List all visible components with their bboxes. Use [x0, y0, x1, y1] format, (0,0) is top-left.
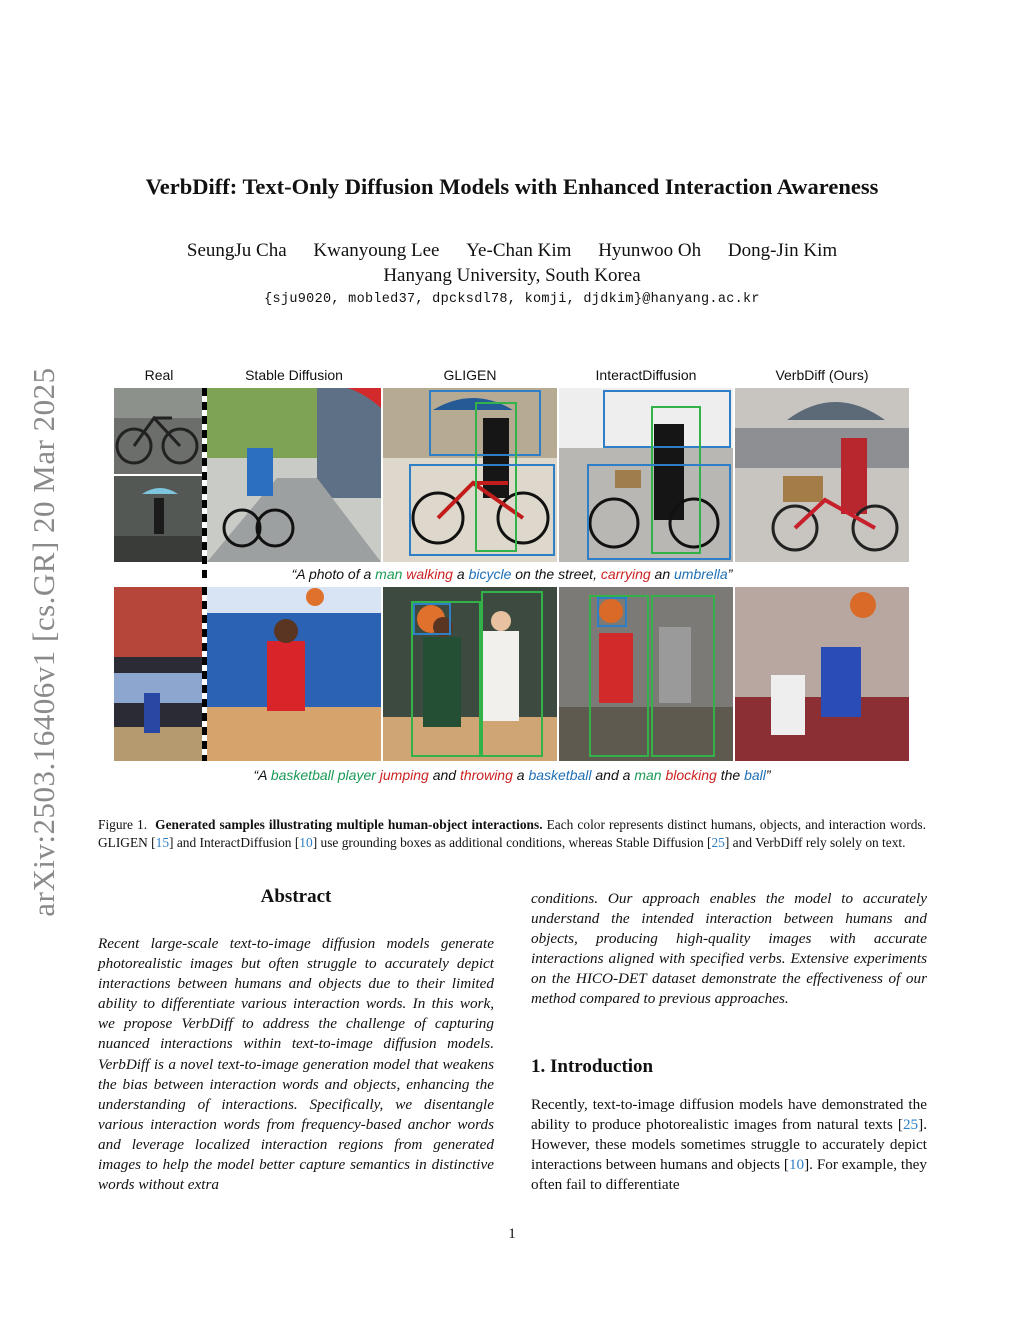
- prompt-caption-2: “A basketball player jumping and throwing a basketball and a man blocking the ball”: [253, 767, 771, 783]
- grounding-box: [481, 591, 543, 757]
- introduction-heading: 1. Introduction: [531, 1056, 654, 1077]
- author-name: SeungJu Cha: [186, 240, 287, 261]
- abstract-text-right: conditions. Our approach enables the model to accurately understand the intended interaction between humans and objects, producing high-quality images with accurate interactions aligned with specified verbs. Extensive experiments on the HICO-DET dataset demonstrate the effectiveness of our method compared to previous approaches.: [531, 890, 927, 1008]
- abstract-text-left: Recent large-scale text-to-image diffusion models generate photorealistic images but often struggle to accurately depict interactions between humans and objects due to their limited ability to differentiate various interaction words. In this work, we propose VerbDiff to address the challenge of capturing nuanced interactions within text-to-image diffusion models. VerbDiff is a novel text-to-image generation model that weakens the bias between interaction words and objects, enhancing the understanding of interactions. Specifically, we disentangle various interaction words from frequency-based anchor words and leverage localized interaction regions from generated images to help the model better capture semantics in distinctive words without extra: [98, 935, 494, 1194]
- gligen-bicycle-image: [383, 388, 557, 562]
- figure-caption: Figure 1. Generated samples illustrating multiple human-object interactions. Each color represents distinct humans, objects, and interaction words. GLIGEN [15] and InteractDiffusion [10] use grounding boxes as additional conditions, whereas Stable Diffusion [25] and VerbDiff rely solely on text.: [98, 817, 926, 850]
- verbdiff-basketball-image: [735, 587, 909, 761]
- column-header-stable-diffusion: Stable Diffusion: [245, 367, 343, 383]
- abstract-heading: Abstract: [260, 886, 332, 907]
- grounding-box: [587, 464, 731, 560]
- real-umbrella-image: [114, 476, 202, 562]
- stable-diffusion-basketball-image: [207, 587, 381, 761]
- author-name: Hyunwoo Oh: [598, 240, 702, 261]
- citation-link[interactable]: 10: [788, 1156, 805, 1174]
- author-emails: {sju9020, mobled37, dpcksdl78, komji, djdkim}@hanyang.ac.kr: [264, 292, 760, 307]
- stable-diffusion-bicycle-image: [207, 388, 381, 562]
- verbdiff-bicycle-image: [735, 388, 909, 562]
- citation-link[interactable]: 10: [299, 835, 313, 850]
- introduction-text: Recently, text-to-image diffusion models have demonstrated the ability to produce photorealistic images from natural texts [25]. However, these models sometimes struggle to accurately depict interactions between humans and objects [10]. For example, they often fail to differentiate: [531, 1096, 928, 1194]
- column-header-interactdiffusion: InteractDiffusion: [595, 367, 697, 383]
- author-name: Dong-Jin Kim: [727, 240, 838, 261]
- prompt-caption-1: “A photo of a man walking a bicycle on the street, carrying an umbrella”: [291, 566, 733, 582]
- author-list: [0, 240, 1024, 262]
- interactdiffusion-bicycle-image: [559, 388, 733, 562]
- column-header-real: Real: [144, 367, 174, 383]
- affiliation: Hanyang University, South Korea: [383, 265, 641, 286]
- interactdiffusion-basketball-image: [559, 587, 733, 761]
- column-header-gligen: GLIGEN: [443, 367, 497, 383]
- grounding-box: [409, 464, 555, 556]
- real-bicycle-image: [114, 388, 202, 474]
- gligen-basketball-image: [383, 587, 557, 761]
- author-name: Ye-Chan Kim: [466, 240, 572, 261]
- real-basketball-image: [114, 587, 202, 761]
- paper-title: VerbDiff: Text-Only Diffusion Models with Enhanced Interaction Awareness: [145, 174, 879, 199]
- citation-link[interactable]: 25: [711, 835, 725, 850]
- citation-link[interactable]: 25: [902, 1116, 919, 1134]
- grounding-box: [651, 595, 715, 757]
- author-name: Kwanyoung Lee: [313, 240, 440, 261]
- page-number: 1: [508, 1226, 516, 1242]
- column-header-verbdiff: VerbDiff (Ours): [775, 367, 869, 383]
- grounding-box: [589, 595, 649, 757]
- grounding-box: [411, 601, 481, 757]
- citation-link[interactable]: 15: [155, 835, 170, 850]
- arxiv-identifier: arXiv:2503.16406v1 [cs.GR] 20 Mar 2025: [26, 367, 61, 917]
